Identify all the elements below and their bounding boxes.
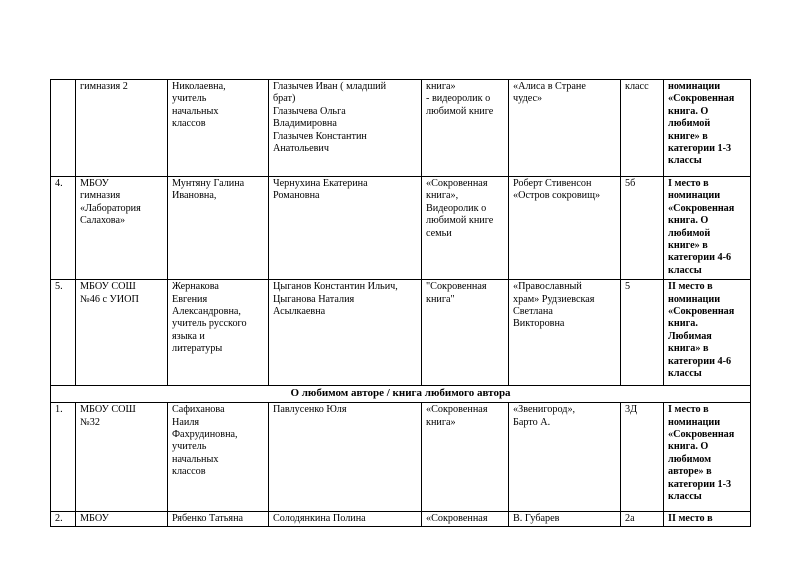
teacher-cell: Рябенко Татьяна — [168, 512, 269, 526]
book-cell: В. Губарев — [509, 512, 621, 526]
result-cell: номинации «Сокровенная книга. О любимой книге» в категории 1-3 классы — [664, 80, 751, 177]
school-cell: гимназия 2 — [76, 80, 168, 177]
section-row — [51, 386, 751, 403]
table-row — [51, 80, 751, 177]
grade-cell: 5б — [621, 177, 664, 280]
row-number: 1. — [51, 403, 76, 512]
row-number: 2. — [51, 512, 76, 526]
grade-cell: 5 — [621, 280, 664, 386]
school-cell: МБОУ гимназия «Лаборатория Салахова» — [76, 177, 168, 280]
teacher-cell: Мунтяну Галина Ивановна, — [168, 177, 269, 280]
participant-cell: Глазычев Иван ( младший брат) Глазычева Ольга Владимировна Глазычев Константин Анатольевич — [269, 80, 422, 177]
row-number: 5. — [51, 280, 76, 386]
participant-cell: Солодянкина Полина — [269, 512, 422, 526]
work-cell: «Сокровенная — [422, 512, 509, 526]
school-cell: МБОУ СОШ №32 — [76, 403, 168, 512]
school-cell: МБОУ СОШ №46 с УИОП — [76, 280, 168, 386]
participant-cell: Павлусенко Юля — [269, 403, 422, 512]
teacher-cell: Николаевна, учитель начальных классов — [168, 80, 269, 177]
row-number: 4. — [51, 177, 76, 280]
grade-cell: 2а — [621, 512, 664, 526]
result-cell: I место в номинации «Сокровенная книга. О любимой книге» в категории 4-6 классы — [664, 177, 751, 280]
participant-cell: Цыганов Константин Ильич, Цыганова Наталия Асылкаевна — [269, 280, 422, 386]
result-cell: II место в номинации «Сокровенная книга. Любимая книга» в категории 4-6 классы — [664, 280, 751, 386]
book-cell: «Звенигород», Барто А. — [509, 403, 621, 512]
result-cell: I место в номинации «Сокровенная книга. О любимом авторе» в категории 1-3 классы — [664, 403, 751, 512]
row-number — [51, 80, 76, 177]
table-row — [51, 403, 751, 512]
section-title: О любимом авторе / книга любимого автора — [51, 386, 751, 403]
school-cell: МБОУ — [76, 512, 168, 526]
participant-cell: Чернухина Екатерина Романовна — [269, 177, 422, 280]
table-row — [51, 177, 751, 280]
work-cell: «Сокровенная книга» — [422, 403, 509, 512]
teacher-cell: Сафиханова Наиля Фахрудиновна, учитель начальных классов — [168, 403, 269, 512]
work-cell: «Сокровенная книга», Видеоролик о любимой книге семьи — [422, 177, 509, 280]
book-cell: «Алиса в Стране чудес» — [509, 80, 621, 177]
work-cell: "Сокровенная книга" — [422, 280, 509, 386]
work-cell: книга» - видеоролик о любимой книге — [422, 80, 509, 177]
table-row — [51, 512, 751, 526]
result-cell: II место в — [664, 512, 751, 526]
table-row — [51, 280, 751, 386]
grade-cell: 3Д — [621, 403, 664, 512]
book-cell: Роберт Стивенсон «Остров сокровищ» — [509, 177, 621, 280]
book-cell: «Православный храм» Рудзиевская Светлана Викторовна — [509, 280, 621, 386]
teacher-cell: Жернакова Евгения Александровна, учитель русского языка и литературы — [168, 280, 269, 386]
grade-cell: класс — [621, 80, 664, 177]
results-table — [50, 79, 751, 527]
